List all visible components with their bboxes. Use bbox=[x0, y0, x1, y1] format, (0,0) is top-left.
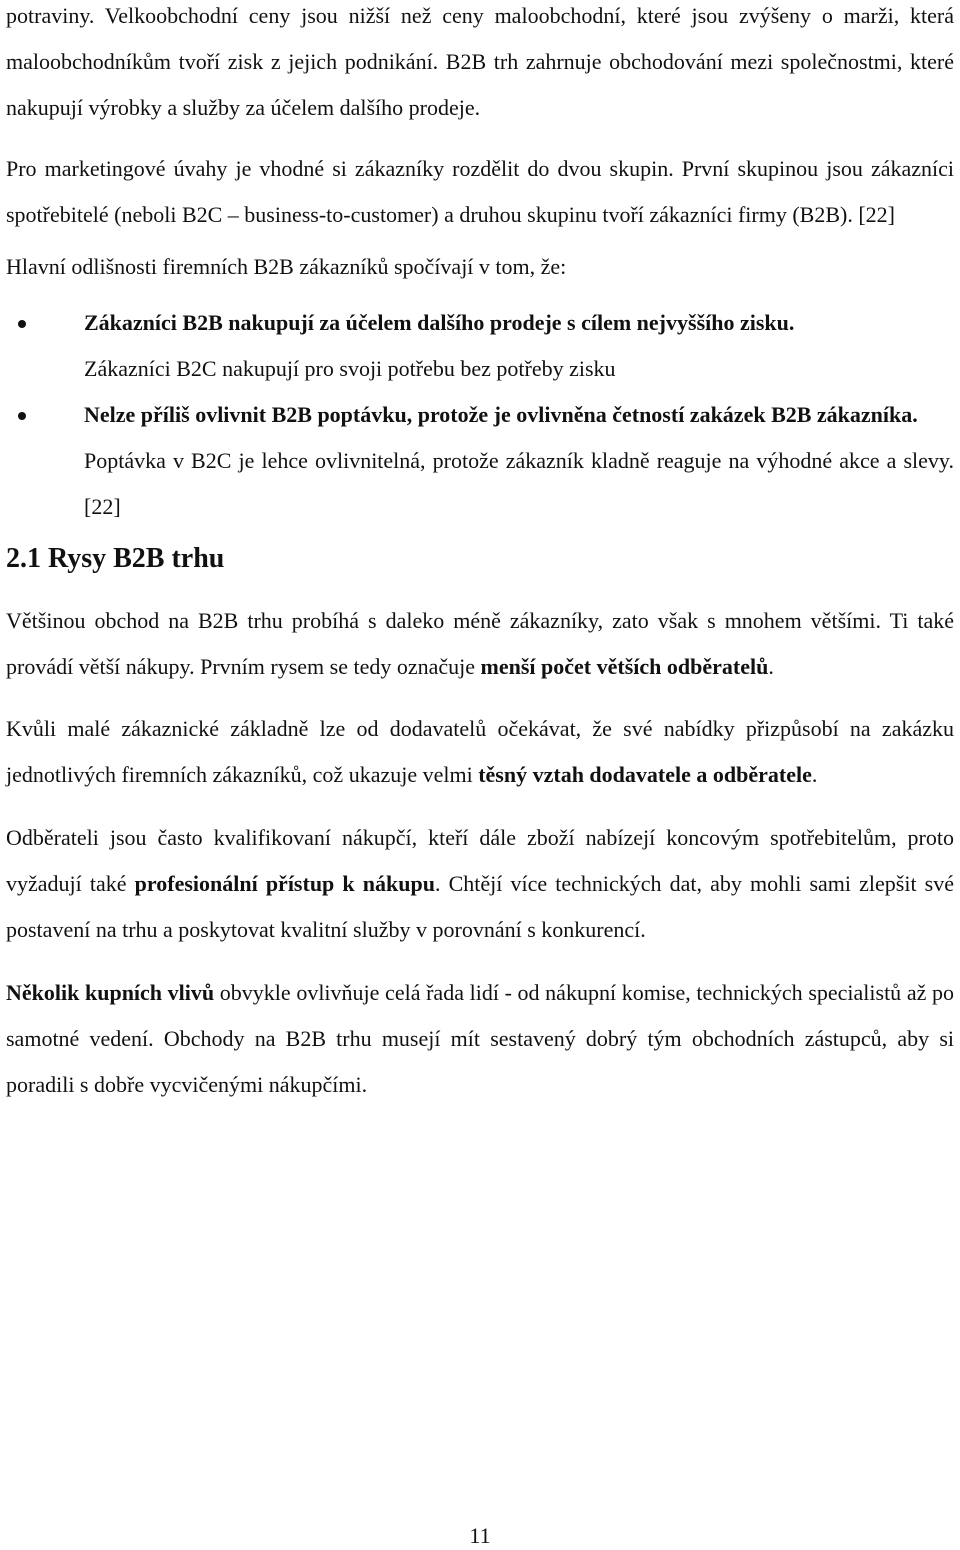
list-item-lead: Zákazníci B2B nakupují za účelem dalšího prodeje s cílem nejvyššího zisku. bbox=[84, 310, 795, 335]
list-item-note: Poptávka v B2C je lehce ovlivnitelná, protože zákazník kladně reaguje na výhodné akce a slevy. [22] bbox=[84, 448, 954, 519]
section-paragraph-4 bbox=[6, 970, 954, 1108]
bullet-icon bbox=[18, 320, 26, 328]
intro-paragraph: potraviny. Velkoobchodní ceny jsou nižší než ceny maloobchodní, které jsou zvýšeny o marži, která maloobchodníkům tvoří zisk z jejich podnikání. B2B trh zahrnuje obchodování mezi společnostmi, které nakupují výrobky a služby za účelem dalšího prodeje. bbox=[6, 3, 954, 120]
section-paragraph-2 bbox=[6, 706, 954, 798]
section-paragraph-3 bbox=[6, 815, 954, 953]
emphasis: profesionální přístup k nákupu bbox=[134, 871, 435, 896]
text-run: obvykle ovlivňuje celá řada lidí - od nákupní komise, technických specialistů až po samotné vedení. Obchody na B2B trhu musejí mít sestavený dobrý tým obchodních zástupců, aby si poradili s dobře vycvičenými nákupčími. bbox=[6, 980, 954, 1097]
text-run: . bbox=[811, 762, 818, 787]
list-item bbox=[6, 392, 954, 530]
differences-list bbox=[6, 300, 954, 530]
text-run: . Chtějí více technických dat, aby mohli sami zlepšit své postavení na trhu a poskytovat kvalitní služby v porovnání s konkurencí. bbox=[6, 871, 955, 942]
list-item-note: Zákazníci B2C nakupují pro svoji potřebu bez potřeby zisku bbox=[84, 356, 616, 381]
section-paragraph-1 bbox=[6, 598, 954, 690]
segments-paragraph: Pro marketingové úvahy je vhodné si zákazníky rozdělit do dvou skupin. První skupinou jsou zákazníci spotřebitelé (neboli B2C – business-to-customer) a druhou skupinu tvoří zákazníci firmy (B2B). [22] bbox=[6, 156, 954, 227]
list-item bbox=[6, 300, 954, 392]
text-run: Odběrateli jsou často kvalifikovaní nákupčí, kteří dále zboží nabízejí koncovým spotřebitelům, proto vyžadují také bbox=[6, 825, 954, 896]
text-run: Kvůli malé zákaznické základně lze od dodavatelů očekávat, že své nabídky přizpůsobí na zakázku jednotlivých firemních zákazníků, což ukazuje velmi bbox=[6, 716, 954, 787]
emphasis: menší počet větších odběratelů bbox=[480, 654, 769, 679]
text-run: Většinou obchod na B2B trhu probíhá s daleko méně zákazníky, zato však s mnohem většími. Ti také provádí větší nákupy. Prvním rysem se tedy označuje bbox=[6, 608, 954, 679]
bullet-icon bbox=[18, 412, 26, 420]
emphasis: těsný vztah dodavatele a odběratele bbox=[478, 762, 812, 787]
list-item-lead: Nelze příliš ovlivnit B2B poptávku, protože je ovlivněna četností zakázek B2B zákazníka. bbox=[84, 402, 918, 427]
text-run: . bbox=[768, 654, 774, 679]
section-heading: 2.1 Rysy B2B trhu bbox=[6, 543, 225, 574]
document-page bbox=[6, 0, 954, 1108]
differences-intro: Hlavní odlišnosti firemních B2B zákazníků spočívají v tom, že: bbox=[6, 254, 567, 279]
emphasis: Několik kupních vlivů bbox=[6, 980, 215, 1005]
page-number: 11 bbox=[469, 1523, 491, 1548]
